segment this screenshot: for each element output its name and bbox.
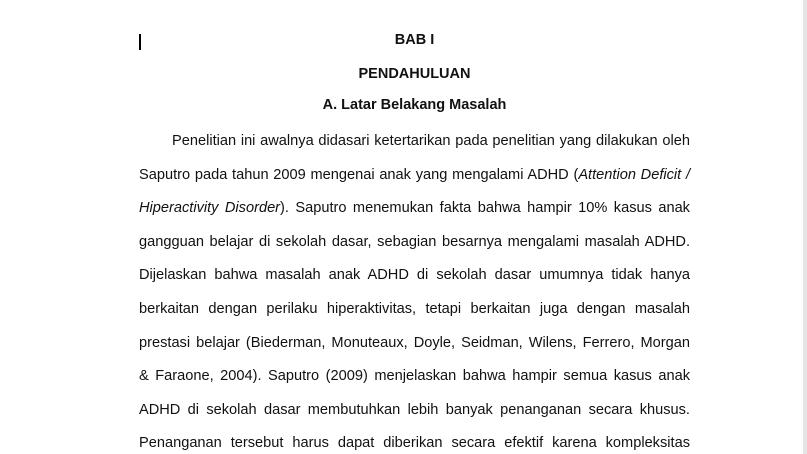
paragraph-line xyxy=(139,265,690,299)
paragraph-line xyxy=(139,131,690,165)
paragraph-line xyxy=(139,165,690,199)
line-text: Penanganan tersebut harus dapat diberikan secara efektif karena kompleksitas xyxy=(139,435,690,452)
paragraph-line xyxy=(139,299,690,333)
paragraph-line xyxy=(139,333,690,367)
line-text: Dijelaskan bahwa masalah anak ADHD di sekolah dasar umumnya tidak hanya xyxy=(139,267,690,284)
line-text: Saputro pada tahun 2009 mengenai anak yang mengalami ADHD ( xyxy=(139,166,579,183)
line-text: ). Saputro menemukan fakta bahwa hampir 10% kasus anak xyxy=(280,200,690,217)
body-paragraph xyxy=(139,131,690,454)
paragraph-line xyxy=(139,433,690,454)
section-title: A. Latar Belakang Masalah xyxy=(322,97,507,113)
paragraph-line xyxy=(139,366,690,400)
line-text: & Faraone, 2004). Saputro (2009) menjelaskan bahwa hampir semua kasus anak xyxy=(139,368,690,385)
line-text: ADHD di sekolah dasar membutuhkan lebih banyak penanganan secara khusus. xyxy=(139,401,690,418)
paragraph-line xyxy=(139,232,690,266)
line-text: berkaitan dengan perilaku hiperaktivitas, tetapi berkaitan juga dengan masalah xyxy=(139,300,690,317)
chapter-title: PENDAHULUAN xyxy=(358,66,471,82)
chapter-number: BAB I xyxy=(394,32,435,48)
paragraph-line xyxy=(139,400,690,434)
italic-term: Attention Deficit / xyxy=(578,166,690,183)
line-text: gangguan belajar di sekolah dasar, sebagian besarnya mengalami masalah ADHD. xyxy=(139,233,690,250)
line-text: Penelitian ini awalnya didasari ketertarikan pada penelitian yang dilakukan oleh xyxy=(172,133,690,149)
page-edge xyxy=(803,0,807,454)
paragraph-line xyxy=(139,198,690,232)
italic-term: Hiperactivity Disorder xyxy=(139,200,281,217)
line-text: prestasi belajar (Biederman, Monuteaux, Doyle, Seidman, Wilens, Ferrero, Morgan xyxy=(139,334,690,351)
